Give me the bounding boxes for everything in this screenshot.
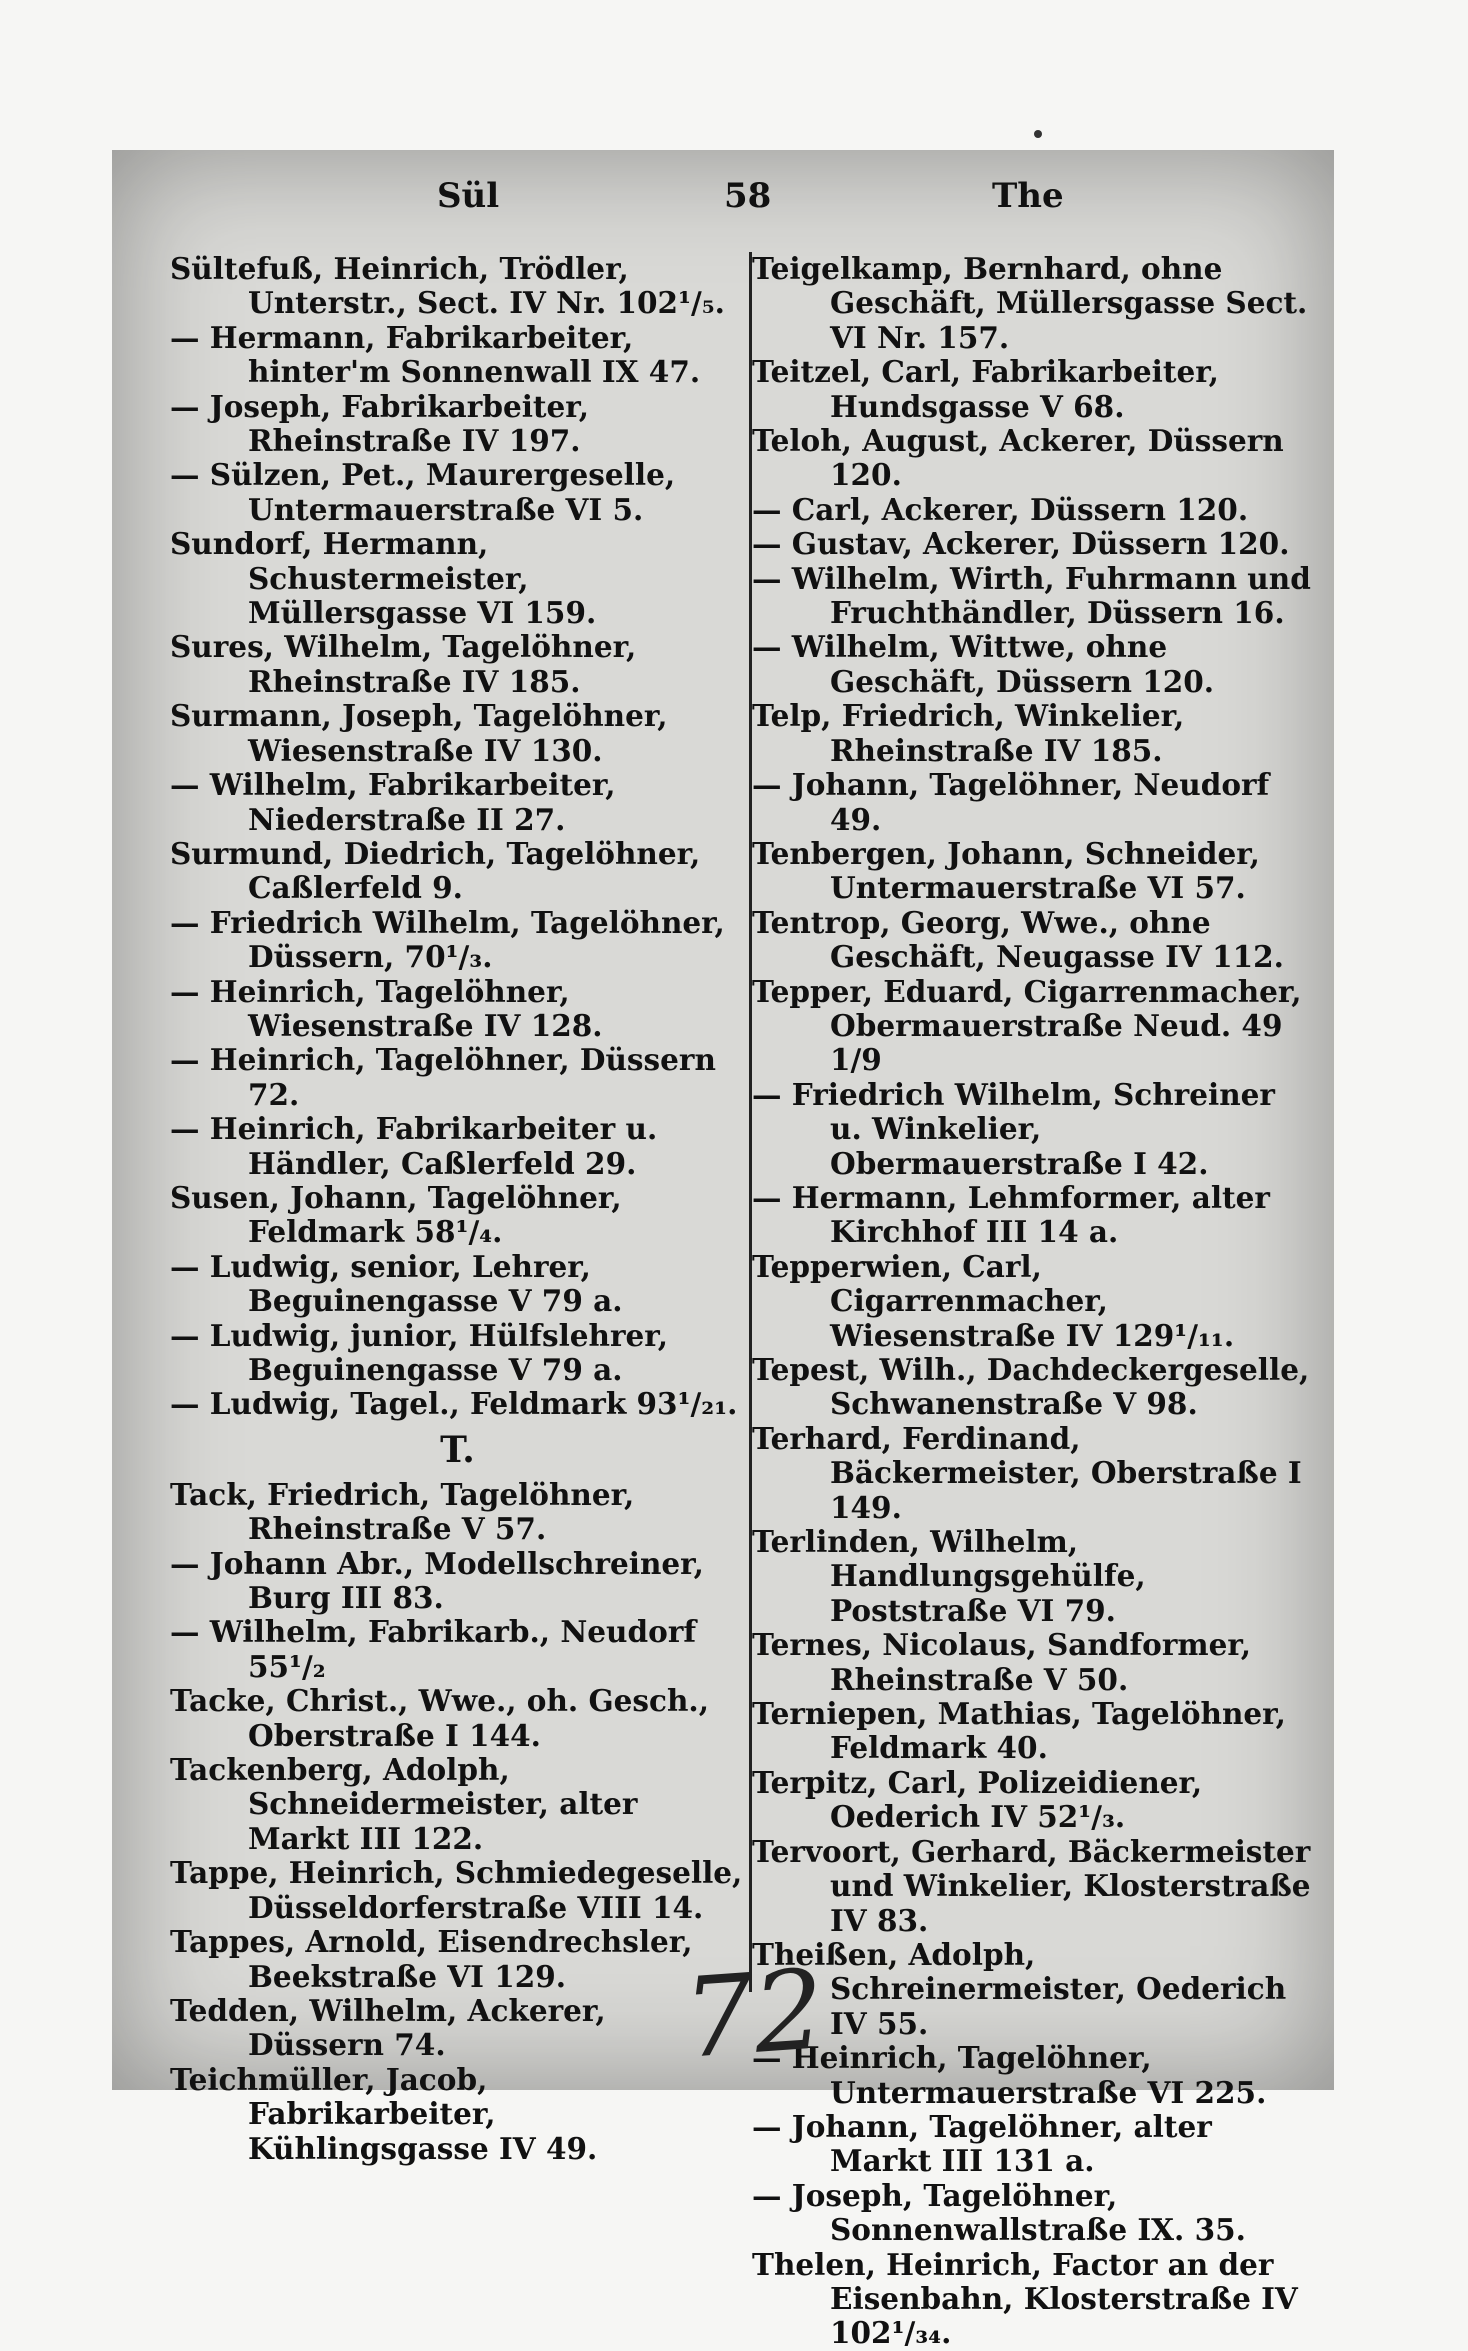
entry: Tervoort, Gerhard, Bäckermeister und Winkelier, Klosterstraße IV 83. <box>752 1833 1311 1938</box>
entry: — Heinrich, Fabrikarbeiter u. Händler, Caßlerfeld 29. <box>170 1111 658 1181</box>
entry: — Wilhelm, Fabrikarbeiter, Niederstraße II 27. <box>170 767 616 837</box>
entry: — Hermann, Lehmformer, alter Kirchhof III 14 a. <box>752 1179 1270 1250</box>
entry: Tenbergen, Johann, Schneider, Untermauerstraße VI 57. <box>752 835 1260 906</box>
entry: Teigelkamp, Bernhard, ohne Geschäft, Müllersgasse Sect. VI Nr. 157. <box>752 251 1308 355</box>
entry: Theißen, Adolph, Schreinermeister, Oederich IV 55. <box>752 1936 1287 2041</box>
entry: Teitzel, Carl, Fabrikarbeiter, Hundsgasse V 68. <box>752 354 1219 424</box>
entry: Tacke, Christ., Wwe., oh. Gesch., Oberstraße I 144. <box>170 1683 709 1753</box>
entry: — Ludwig, senior, Lehrer, Beguinengasse V 79 a. <box>170 1248 623 1319</box>
entry: Tappes, Arnold, Eisendrechsler, Beekstraße VI 129. <box>170 1924 693 1994</box>
entry: Tepper, Eduard, Cigarrenmacher, Obermauerstraße Neud. 49 1/9 <box>752 973 1302 1078</box>
entry: Tentrop, Georg, Wwe., ohne Geschäft, Neugasse IV 112. <box>752 904 1284 975</box>
entry: — Ludwig, junior, Hülfslehrer, Beguinengasse V 79 a. <box>170 1317 668 1387</box>
entry: Terniepen, Mathias, Tagelöhner, Feldmark 40. <box>752 1696 1286 1766</box>
entry: Tepest, Wilh., Dachdeckergeselle, Schwanenstraße V 98. <box>752 1352 1310 1422</box>
entry: — Johann Abr., Modellschreiner, Burg III 83. <box>170 1545 704 1616</box>
entry: — Heinrich, Tagelöhner, Wiesenstraße IV 128. <box>170 973 603 1043</box>
entry: Tackenberg, Adolph, Schneidermeister, alter Markt III 122. <box>170 1752 638 1856</box>
entry: Terhard, Ferdinand, Bäckermeister, Oberstraße I 149. <box>752 1420 1302 1525</box>
page-number: 58 <box>724 176 772 216</box>
entry: Terpitz, Carl, Polizeidiener, Oederich IV 52¹/₃. <box>752 1764 1203 1835</box>
entry: Susen, Johann, Tagelöhner, Feldmark 58¹/₄. <box>170 1179 622 1250</box>
entry: Terlinden, Wilhelm, Handlungsgehülfe, Poststraße VI 79. <box>752 1524 1146 1628</box>
handwritten-number: 72 <box>679 1945 829 2083</box>
entry: — Wilhelm, Fabrikarb., Neudorf 55¹/₂ <box>170 1614 697 1684</box>
entry: — Wilhelm, Wirth, Fuhrmann und Fruchthändler, Düssern 16. <box>752 560 1311 631</box>
header-left: Sül <box>437 176 500 216</box>
entry: Surmann, Joseph, Tagelöhner, Wiesenstraße IV 130. <box>170 698 668 768</box>
header-right: The <box>992 176 1064 216</box>
right-column <box>752 252 1312 2351</box>
entry: — Friedrich Wilhelm, Schreiner u. Winkelier, Obermauerstraße I 42. <box>752 1076 1275 1181</box>
left-column <box>170 252 745 2166</box>
entry: — Joseph, Tagelöhner, Sonnenwallstraße IX. 35. <box>752 2177 1246 2248</box>
entry: Tack, Friedrich, Tagelöhner, Rheinstraße V 57. <box>170 1476 635 1547</box>
entry: Sures, Wilhelm, Tagelöhner, Rheinstraße IV 185. <box>170 629 637 699</box>
entry: Tedden, Wilhelm, Ackerer, Düssern 74. <box>170 1992 606 2063</box>
entry: — Sülzen, Pet., Maurergeselle, Untermauerstraße VI 5. <box>170 457 676 527</box>
page-header <box>172 176 1312 226</box>
entry: Tappe, Heinrich, Schmiedegeselle, Düsseldorferstraße VIII 14. <box>170 1855 743 1925</box>
ink-dot <box>1034 130 1042 138</box>
entry: Teloh, August, Ackerer, Düssern 120. <box>752 423 1284 493</box>
entry: — Wilhelm, Wittwe, ohne Geschäft, Düssern 120. <box>752 629 1215 699</box>
entry: Thelen, Heinrich, Factor an der Eisenbahn, Klosterstraße IV 102¹/₃₄. <box>752 2246 1298 2351</box>
entry: — Friedrich Wilhelm, Tagelöhner, Düssern, 70¹/₃. <box>170 904 725 975</box>
entry: Teichmüller, Jacob, Fabrikarbeiter, Kühlingsgasse IV 49. <box>170 2061 598 2166</box>
entry: — Heinrich, Tagelöhner, Untermauerstraße VI 225. <box>752 2040 1267 2110</box>
entry: Surmund, Diedrich, Tagelöhner, Caßlerfeld 9. <box>170 835 701 906</box>
entry: — Heinrich, Tagelöhner, Düssern 72. <box>170 1042 716 1112</box>
entry: Ternes, Nicolaus, Sandformer, Rheinstraße V 50. <box>752 1627 1252 1697</box>
entry: — Johann, Tagelöhner, alter Markt III 131 a. <box>752 2108 1212 2179</box>
entry: Tepperwien, Carl, Cigarrenmacher, Wiesenstraße IV 129¹/₁₁. <box>752 1248 1235 1353</box>
entry: — Joseph, Fabrikarbeiter, Rheinstraße IV 197. <box>170 388 589 459</box>
entry: — Carl, Ackerer, Düssern 120. <box>752 491 1249 527</box>
entry: — Johann, Tagelöhner, Neudorf 49. <box>752 767 1270 837</box>
entry: — Gustav, Ackerer, Düssern 120. <box>752 526 1290 562</box>
entry: Telp, Friedrich, Winkelier, Rheinstraße IV 185. <box>752 698 1185 768</box>
section-letter: T. <box>440 1428 475 1471</box>
entry: Sundorf, Hermann, Schustermeister, Müllersgasse VI 159. <box>170 526 597 631</box>
entry: Sültefuß, Heinrich, Trödler, Unterstr., Sect. IV Nr. 102¹/₅. <box>170 251 725 321</box>
entry: — Hermann, Fabrikarbeiter, hinter'm Sonnenwall IX 47. <box>170 319 701 390</box>
entry: — Ludwig, Tagel., Feldmark 93¹/₂₁. <box>170 1386 738 1422</box>
